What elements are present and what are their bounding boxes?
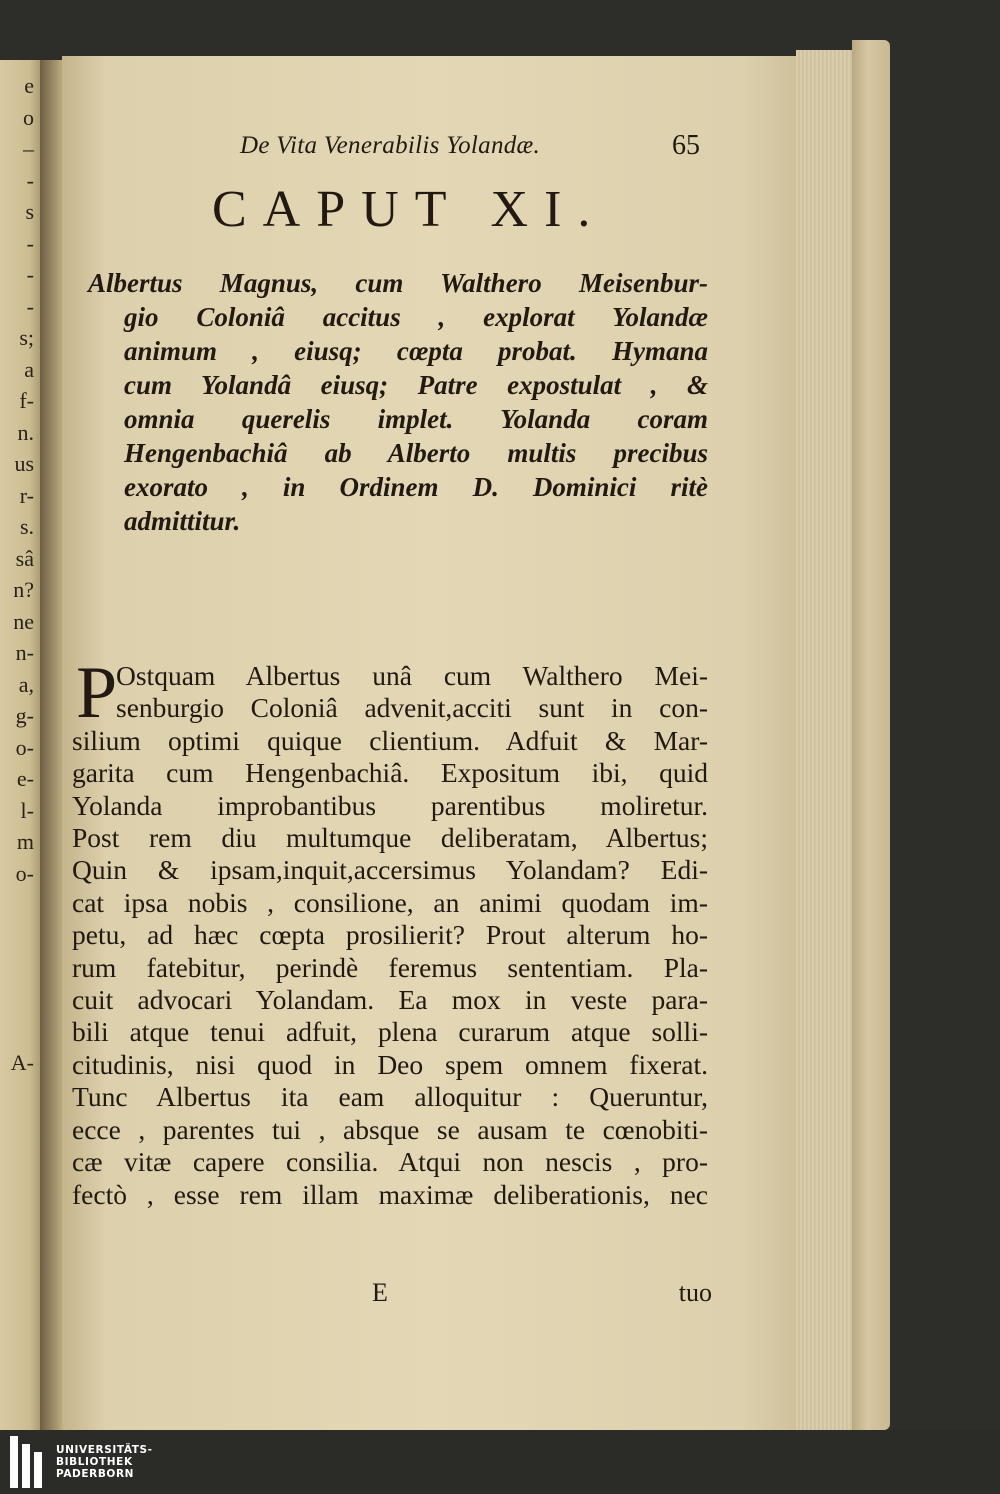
left-page-fragment: s; bbox=[19, 325, 34, 350]
left-page-fragments bbox=[0, 70, 40, 1078]
summary-line: exorato , in Ordinem D. Dominici ritè bbox=[124, 472, 708, 502]
left-page-fragment: l- bbox=[20, 797, 34, 823]
running-head: De Vita Venerabilis Yolandæ. bbox=[240, 132, 541, 159]
left-page-fragment: a bbox=[24, 356, 34, 382]
logo-line-3: PADERBORN bbox=[56, 1468, 135, 1480]
summary-line: Hengenbachiâ ab Alberto multis precibus bbox=[124, 438, 708, 468]
body-line: Quin & ipsam,inquit,accersimus Yolandam? Edi- bbox=[72, 854, 708, 886]
body-line: petu, ad hæc cœpta prosilierit? Prout alterum ho- bbox=[72, 919, 708, 951]
left-page-fragment: us bbox=[14, 451, 34, 476]
body-line: cat ipsa nobis , consilione, an animi quodam im- bbox=[72, 886, 708, 918]
left-page-fragment: s bbox=[25, 199, 34, 224]
left-page-fragment: sâ bbox=[15, 545, 34, 571]
left-page-fragment: g- bbox=[15, 703, 34, 728]
left-page-fragment: n? bbox=[13, 577, 34, 602]
left-page-fragment: e- bbox=[16, 766, 34, 791]
left-page-fragment: A- bbox=[10, 1049, 34, 1075]
page-number: 65 bbox=[672, 130, 700, 161]
body-line: Yolanda improbantibus parentibus moliretur. bbox=[72, 789, 708, 821]
body-text bbox=[72, 652, 708, 1211]
summary-line: cum Yolandâ eiusq; Patre expostulat , & bbox=[124, 370, 708, 400]
left-page-fragment: f- bbox=[19, 388, 34, 413]
body-line: rum fatebitur, perindè feremus sententiam. Pla- bbox=[72, 951, 708, 983]
left-page-fragment bbox=[0, 1015, 34, 1047]
body-line: Tunc Albertus ita eam alloquitur : Queruntur, bbox=[72, 1081, 708, 1113]
left-page-fragment: - bbox=[26, 293, 34, 319]
summary-line: animum , eiusq; cœpta probat. Hymana bbox=[124, 336, 708, 366]
left-page-fragment bbox=[0, 921, 34, 953]
page-block-edges bbox=[796, 50, 858, 1430]
left-page-fragment: r- bbox=[19, 482, 34, 508]
catchword: tuo bbox=[678, 1278, 712, 1307]
library-logo bbox=[10, 1436, 153, 1488]
left-page-fragment: a, bbox=[18, 671, 34, 697]
library-logo-text bbox=[56, 1444, 153, 1480]
signature-mark: E bbox=[372, 1278, 388, 1307]
body-line: fectò , esse rem illam maximæ deliberationis, nec bbox=[72, 1178, 708, 1210]
left-page-fragment: o- bbox=[15, 860, 34, 886]
body-line: bili atque tenui adfuit, plena curarum atque solli- bbox=[72, 1016, 708, 1048]
drop-capital: P bbox=[76, 652, 118, 734]
left-page-fragment: s. bbox=[19, 514, 34, 539]
summary-line: gio Coloniâ accitus , explorat Yolandæ bbox=[124, 302, 708, 332]
left-page-fragment bbox=[0, 889, 34, 921]
left-page-fragment: e bbox=[24, 73, 34, 98]
left-page-fragment: - bbox=[26, 230, 34, 256]
body-line: Post rem diu multumque deliberatam, Albertus; bbox=[72, 822, 708, 854]
left-page-fragment bbox=[0, 952, 34, 984]
left-page-fragment: n- bbox=[15, 640, 34, 665]
body-line: senburgio Coloniâ advenit,acciti sunt in con- bbox=[116, 692, 708, 724]
left-page-fragment bbox=[0, 984, 34, 1016]
summary-line: Albertus Magnus, cum Walthero Meisenbur- bbox=[88, 268, 708, 298]
chapter-heading: CAPUT XI. bbox=[212, 181, 607, 238]
library-logo-icon bbox=[10, 1436, 48, 1488]
left-page-fragment: o bbox=[23, 104, 34, 130]
left-page-fragment: n. bbox=[17, 419, 34, 445]
left-page-fragment: ne bbox=[13, 608, 34, 634]
logo-line-2: BIBLIOTHEK bbox=[56, 1456, 133, 1468]
body-line: ecce , parentes tui , absque se ausam te cœnobiti- bbox=[72, 1113, 708, 1145]
summary-line: omnia querelis implet. Yolanda coram bbox=[124, 404, 708, 434]
left-page-fragment: o- bbox=[15, 734, 34, 760]
body-line: Ostquam Albertus unâ cum Walthero Mei- bbox=[116, 660, 708, 691]
body-line: garita cum Hengenbachiâ. Expositum ibi, quid bbox=[72, 757, 708, 789]
body-line: cæ vitæ capere consilia. Atqui non nescis , pro- bbox=[72, 1146, 708, 1178]
left-page-fragment: - bbox=[26, 262, 34, 287]
chapter-summary bbox=[88, 266, 708, 538]
left-page-fragment: m bbox=[16, 829, 34, 854]
body-line: citudinis, nisi quod in Deo spem omnem fixerat. bbox=[72, 1048, 708, 1080]
body-line: silium optimi quique clientium. Adfuit & Mar- bbox=[72, 724, 708, 756]
summary-line: admittitur. bbox=[124, 506, 241, 536]
left-page-fragment: - bbox=[26, 167, 34, 193]
book-cover-edge bbox=[852, 40, 890, 1430]
body-line: cuit advocari Yolandam. Ea mox in veste para- bbox=[72, 984, 708, 1016]
page-text-area bbox=[62, 56, 802, 1430]
logo-line-1: UNIVERSITÄTS- bbox=[56, 1444, 153, 1456]
left-page-fragment: – bbox=[23, 136, 34, 161]
